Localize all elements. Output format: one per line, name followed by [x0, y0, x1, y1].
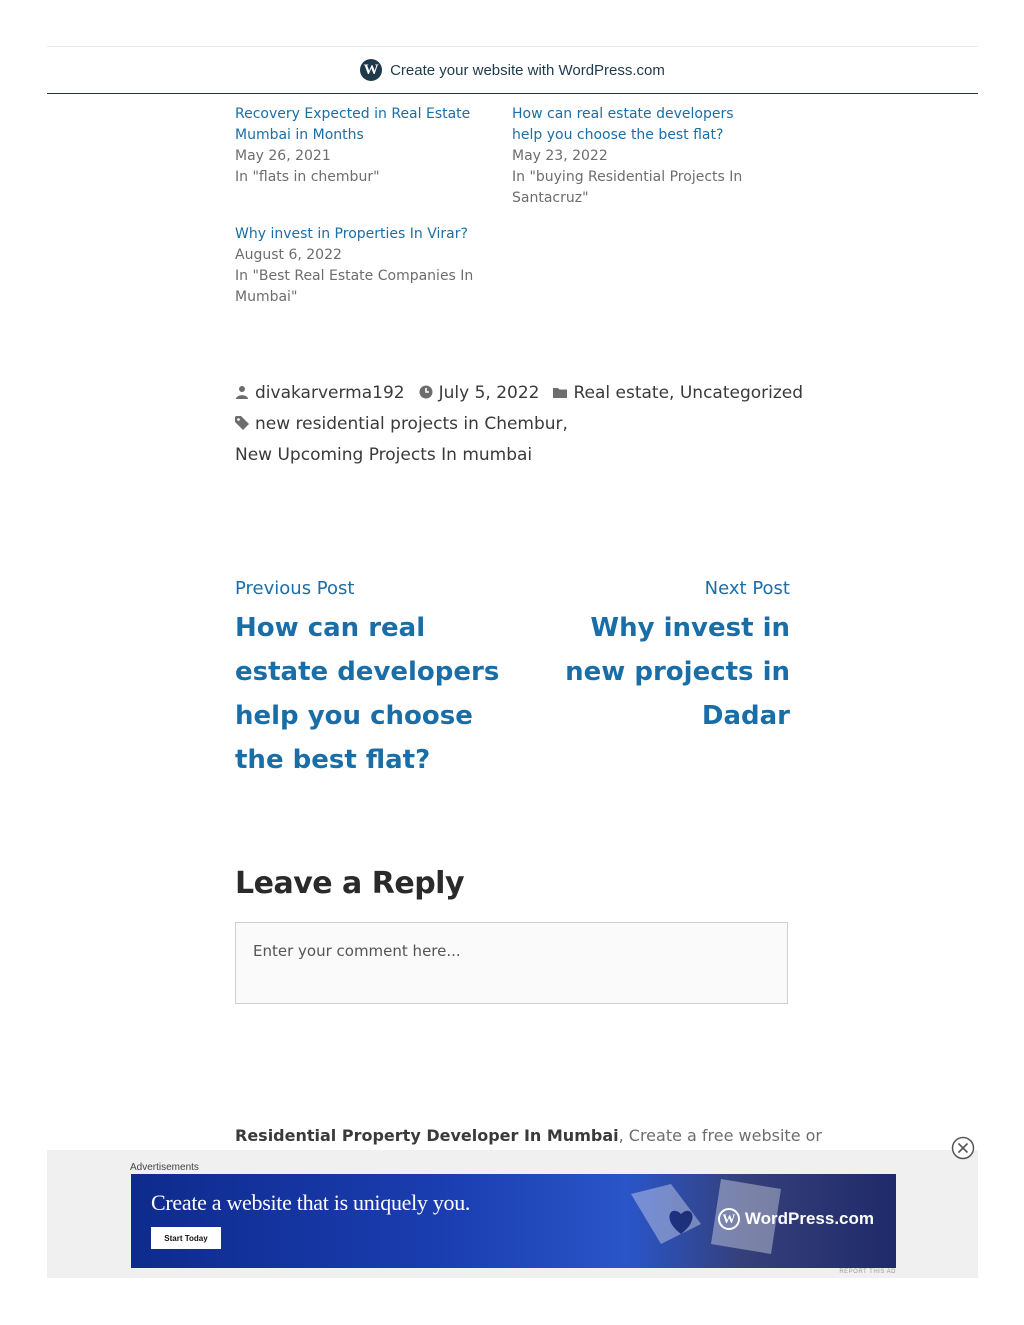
wordpress-logo-icon: W	[718, 1208, 740, 1230]
post-category[interactable]: Uncategorized	[679, 383, 804, 403]
ad-banner[interactable]	[131, 1174, 896, 1268]
related-post-date: May 26, 2021	[235, 148, 331, 164]
previous-post-label[interactable]: Previous Post	[235, 578, 355, 599]
next-post-label[interactable]: Next Post	[704, 578, 790, 599]
post-meta-line-1: divakarverma192 July 5, 2022 Real estate, Uncategorized	[235, 378, 815, 409]
post-tag[interactable]: new residential projects in Chembur	[255, 414, 563, 434]
related-post-category: In "buying Residential Projects In Santacruz"	[512, 169, 743, 206]
person-icon	[235, 385, 249, 399]
next-post-title[interactable]: Why invest in new projects in Dadar	[565, 613, 790, 731]
footer-site-name[interactable]: Residential Property Developer In Mumbai	[235, 1126, 619, 1145]
comment-input[interactable]: Enter your comment here...	[235, 922, 788, 1004]
related-post-date: May 23, 2022	[512, 148, 608, 164]
related-post-title[interactable]: How can real estate developers help you choose the best flat?	[512, 106, 734, 143]
wordpress-banner-text[interactable]: Create your website with WordPress.com	[390, 61, 665, 79]
post-date[interactable]: July 5, 2022	[438, 383, 540, 403]
reply-title: Leave a Reply	[235, 866, 465, 901]
report-ad-link[interactable]: REPORT THIS AD	[839, 1269, 896, 1275]
next-post-nav[interactable]	[540, 574, 790, 738]
post-category[interactable]: Real estate	[573, 383, 670, 403]
tag-icon	[235, 416, 249, 430]
wordpress-banner[interactable]	[47, 47, 978, 94]
ad-start-button[interactable]: Start Today	[151, 1227, 221, 1249]
related-post-category: In "flats in chembur"	[235, 169, 380, 185]
previous-post-nav[interactable]	[235, 574, 505, 782]
ad-label: Advertisements	[130, 1162, 199, 1173]
post-meta	[235, 378, 815, 471]
clock-icon	[419, 385, 433, 399]
footer-credit-text[interactable]: , Create a free website or	[618, 1126, 822, 1145]
related-post	[512, 104, 762, 209]
previous-post-title[interactable]: How can real estate developers help you choose the best flat?	[235, 613, 500, 775]
related-post-category: In "Best Real Estate Companies In Mumbai"	[235, 268, 474, 305]
ad-bar	[47, 1150, 978, 1278]
post-author[interactable]: divakarverma192	[255, 383, 405, 403]
wordpress-logo-icon: W	[360, 59, 382, 81]
related-post	[235, 224, 485, 308]
footer-credit	[235, 1126, 822, 1145]
post-tag[interactable]: New Upcoming Projects In mumbai	[235, 445, 533, 465]
ad-brand	[718, 1208, 874, 1230]
related-post-title[interactable]: Why invest in Properties In Virar?	[235, 226, 468, 242]
post-meta-line-2: new residential projects in Chembur,	[235, 409, 815, 440]
related-post	[235, 104, 485, 188]
related-post-date: August 6, 2022	[235, 247, 342, 263]
post-meta-line-3	[235, 440, 815, 471]
related-post-title[interactable]: Recovery Expected in Real Estate Mumbai in Months	[235, 106, 471, 143]
close-circle-icon[interactable]	[951, 1136, 975, 1160]
folder-icon	[553, 385, 567, 399]
ad-brand-text: WordPress.com	[744, 1209, 874, 1228]
ad-headline: Create a website that is uniquely you.	[151, 1190, 471, 1215]
